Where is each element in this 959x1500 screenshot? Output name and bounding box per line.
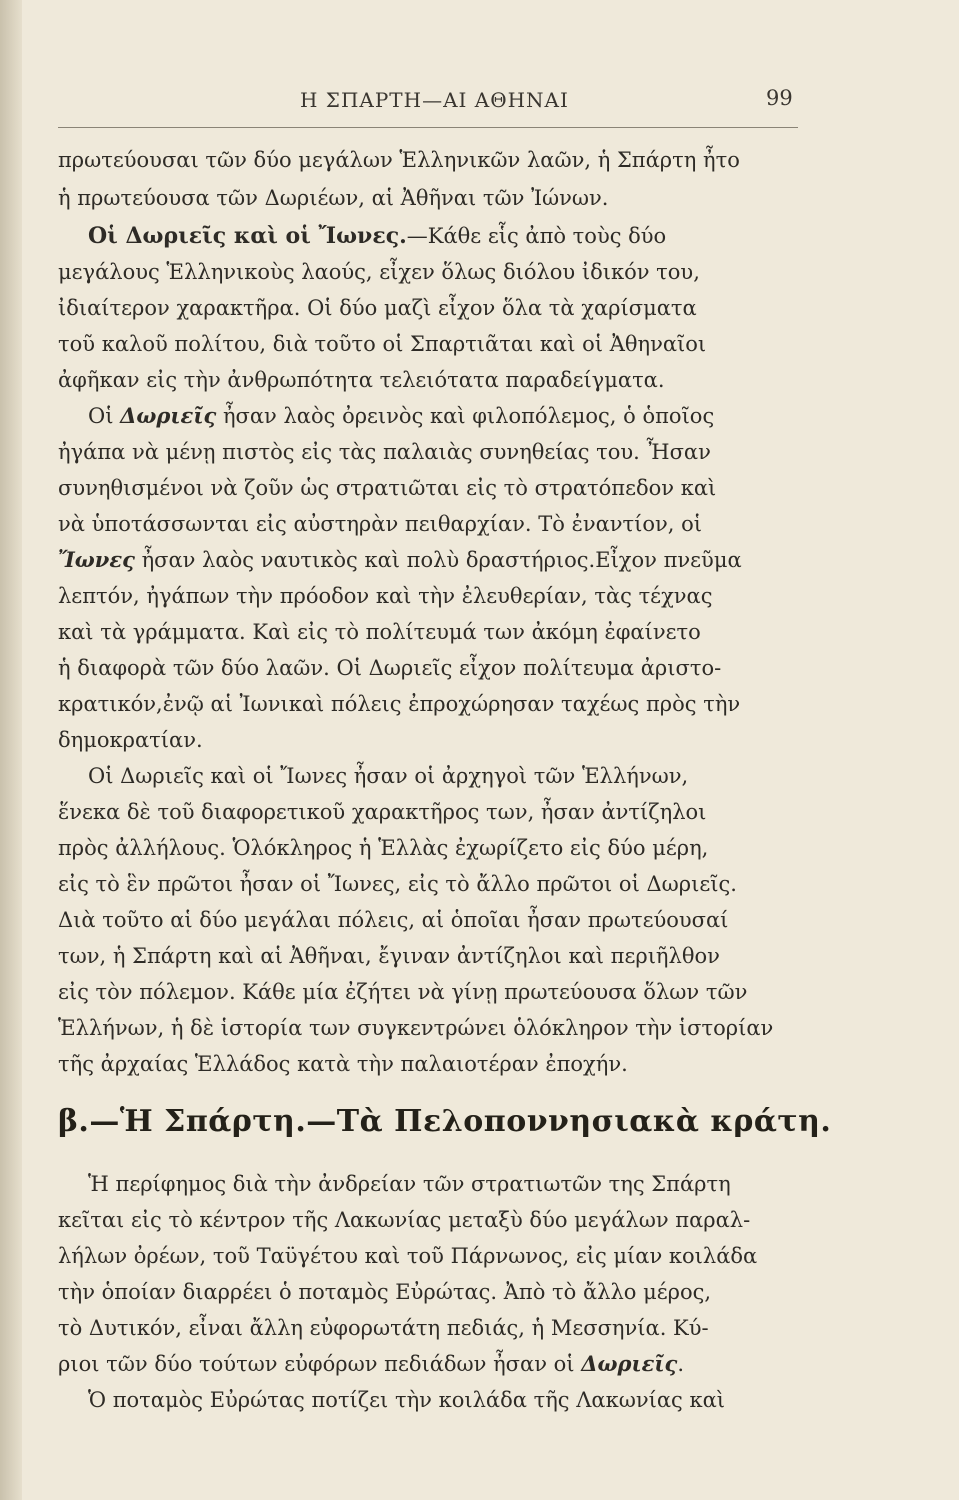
text-line: πρωτεύουσαι τῶν δύο μεγάλων Ἑλληνικῶν λαῶν, ἡ Σπάρτη ἦτο: [58, 148, 740, 172]
emphasized-term: Ἴωνες: [58, 547, 135, 572]
page-number: 99: [766, 86, 793, 110]
text-line: ἕνεκα δὲ τοῦ διαφορετικοῦ χαρακτῆρος των, ἦσαν ἀντίζηλοι: [58, 800, 707, 824]
text-run: ἦσαν λαὸς ὀρεινὸς καὶ φιλοπόλεμος, ὁ ὁποῖος: [216, 404, 715, 428]
text-line: καὶ τὰ γράμματα. Καὶ εἰς τὸ πολίτευμά των ἀκόμη ἐφαίνετο: [58, 620, 701, 644]
text-line: λεπτόν, ἠγάπων τὴν πρόοδον καὶ τὴν ἐλευθερίαν, τὰς τέχνας: [58, 584, 713, 608]
text-run: ἦσαν λαὸς ναυτικὸς καὶ πολὺ δραστήριος.Εἶχον πνεῦμα: [134, 548, 742, 572]
text-line: τὸ Δυτικόν, εἶναι ἄλλη εὐφορωτάτη πεδιάς, ἡ Μεσσηνία. Κύ-: [58, 1316, 709, 1340]
text-line: [88, 222, 796, 250]
section-title: β.—Ἡ Σπάρτη.—Τὰ Πελοποννησιακὰ κράτη.: [58, 1104, 832, 1139]
text-run: ριοι τῶν δύο τούτων εὐφόρων πεδιάδων ἦσαν οἱ: [58, 1352, 582, 1376]
emphasized-term: Δωριεῖς: [120, 403, 217, 428]
text-line: εἰς τὸν πόλεμον. Κάθε μία ἐζήτει νὰ γίνῃ πρωτεύουσα ὅλων τῶν: [58, 980, 748, 1004]
text-line: τὴν ὁποίαν διαρρέει ὁ ποταμὸς Εὐρώτας. Ἀπὸ τὸ ἄλλο μέρος,: [58, 1280, 712, 1304]
text-line: [58, 546, 796, 574]
emphasized-term: Δωριεῖς: [581, 1351, 678, 1376]
text-line: τῆς ἀρχαίας Ἑλλάδος κατὰ τὴν παλαιοτέραν ἐποχήν.: [58, 1052, 628, 1076]
text-line: λήλων ὀρέων, τοῦ Ταϋγέτου καὶ τοῦ Πάρνωνος, εἰς μίαν κοιλάδα: [58, 1244, 758, 1268]
text-line: τοῦ καλοῦ πολίτου, διὰ τοῦτο οἱ Σπαρτιᾶται καὶ οἱ Ἀθηναῖοι: [58, 332, 707, 356]
text-line: συνηθισμένοι νὰ ζοῦν ὡς στρατιῶται εἰς τὸ στρατόπεδον καὶ: [58, 476, 717, 500]
page-gutter-shadow: [0, 0, 22, 1500]
text-line: πρὸς ἀλλήλους. Ὁλόκληρος ἡ Ἑλλὰς ἐχωρίζετο εἰς δύο μέρη,: [58, 836, 709, 860]
text-line: Ἡ περίφημος διὰ τὴν ἀνδρείαν τῶν στρατιωτῶν της Σπάρτη: [88, 1172, 731, 1196]
text-line: κεῖται εἰς τὸ κέντρον τῆς Λακωνίας μεταξὺ δύο μεγάλων παραλ-: [58, 1208, 751, 1232]
text-run: Οἱ: [88, 404, 121, 428]
text-line: μεγάλους Ἑλληνικοὺς λαούς, εἶχεν ὅλως διόλου ἰδικόν του,: [58, 260, 700, 284]
text-run: .: [677, 1352, 685, 1376]
text-line: των, ἡ Σπάρτη καὶ αἱ Ἀθῆναι, ἔγιναν ἀντίζηλοι καὶ περιῆλθον: [58, 944, 720, 968]
header-rule: [58, 127, 798, 128]
text-line: Ἑλλήνων, ἡ δὲ ἱστορία των συγκεντρώνει ὁλόκληρον τὴν ἱστορίαν: [58, 1016, 774, 1040]
text-line: Οἱ Δωριεῖς καὶ οἱ Ἴωνες ἦσαν οἱ ἀρχηγοὶ τῶν Ἑλλήνων,: [88, 764, 689, 788]
text-line: κρατικόν,ἐνῷ αἱ Ἰωνικαὶ πόλεις ἐπροχώρησαν ταχέως πρὸς τὴν: [58, 692, 741, 716]
text-line: [58, 1350, 796, 1378]
text-line: δημοκρατίαν.: [58, 728, 203, 752]
text-line: νὰ ὑποτάσσωνται εἰς αὐστηρὰν πειθαρχίαν. Τὸ ἐναντίον, οἱ: [58, 512, 703, 536]
text-line: ἠγάπα νὰ μένῃ πιστὸς εἰς τὰς παλαιὰς συνηθείας του. Ἦσαν: [58, 440, 711, 464]
text-line: ἡ διαφορὰ τῶν δύο λαῶν. Οἱ Δωριεῖς εἶχον πολίτευμα ἀριστο-: [58, 656, 722, 680]
text-line: [88, 402, 796, 430]
subheading: Οἱ Δωριεῖς καὶ οἱ Ἴωνες.: [88, 223, 407, 249]
text-line: Ὁ ποταμὸς Εὐρώτας ποτίζει τὴν κοιλάδα τῆς Λακωνίας καὶ: [88, 1388, 725, 1412]
text-line: ἰδιαίτερον χαρακτῆρα. Οἱ δύο μαζὶ εἶχον ὅλα τὰ χαρίσματα: [58, 296, 697, 320]
running-head: Η ΣΠΑΡΤΗ—ΑΙ ΑΘΗΝΑΙ: [300, 88, 569, 112]
text-line: εἰς τὸ ἓν πρῶτοι ἦσαν οἱ Ἴωνες, εἰς τὸ ἄλλο πρῶτοι οἱ Δωριεῖς.: [58, 872, 737, 896]
text-line: ἀφῆκαν εἰς τὴν ἀνθρωπότητα τελειότατα παραδείγματα.: [58, 368, 665, 392]
text-run: —Κάθε εἷς ἀπὸ τοὺς δύο: [406, 224, 667, 248]
text-line: Διὰ τοῦτο αἱ δύο μεγάλαι πόλεις, αἱ ὁποῖαι ἦσαν πρωτεύουσαί: [58, 908, 729, 932]
text-line: ἡ πρωτεύουσα τῶν Δωριέων, αἱ Ἀθῆναι τῶν Ἰώνων.: [58, 186, 609, 210]
